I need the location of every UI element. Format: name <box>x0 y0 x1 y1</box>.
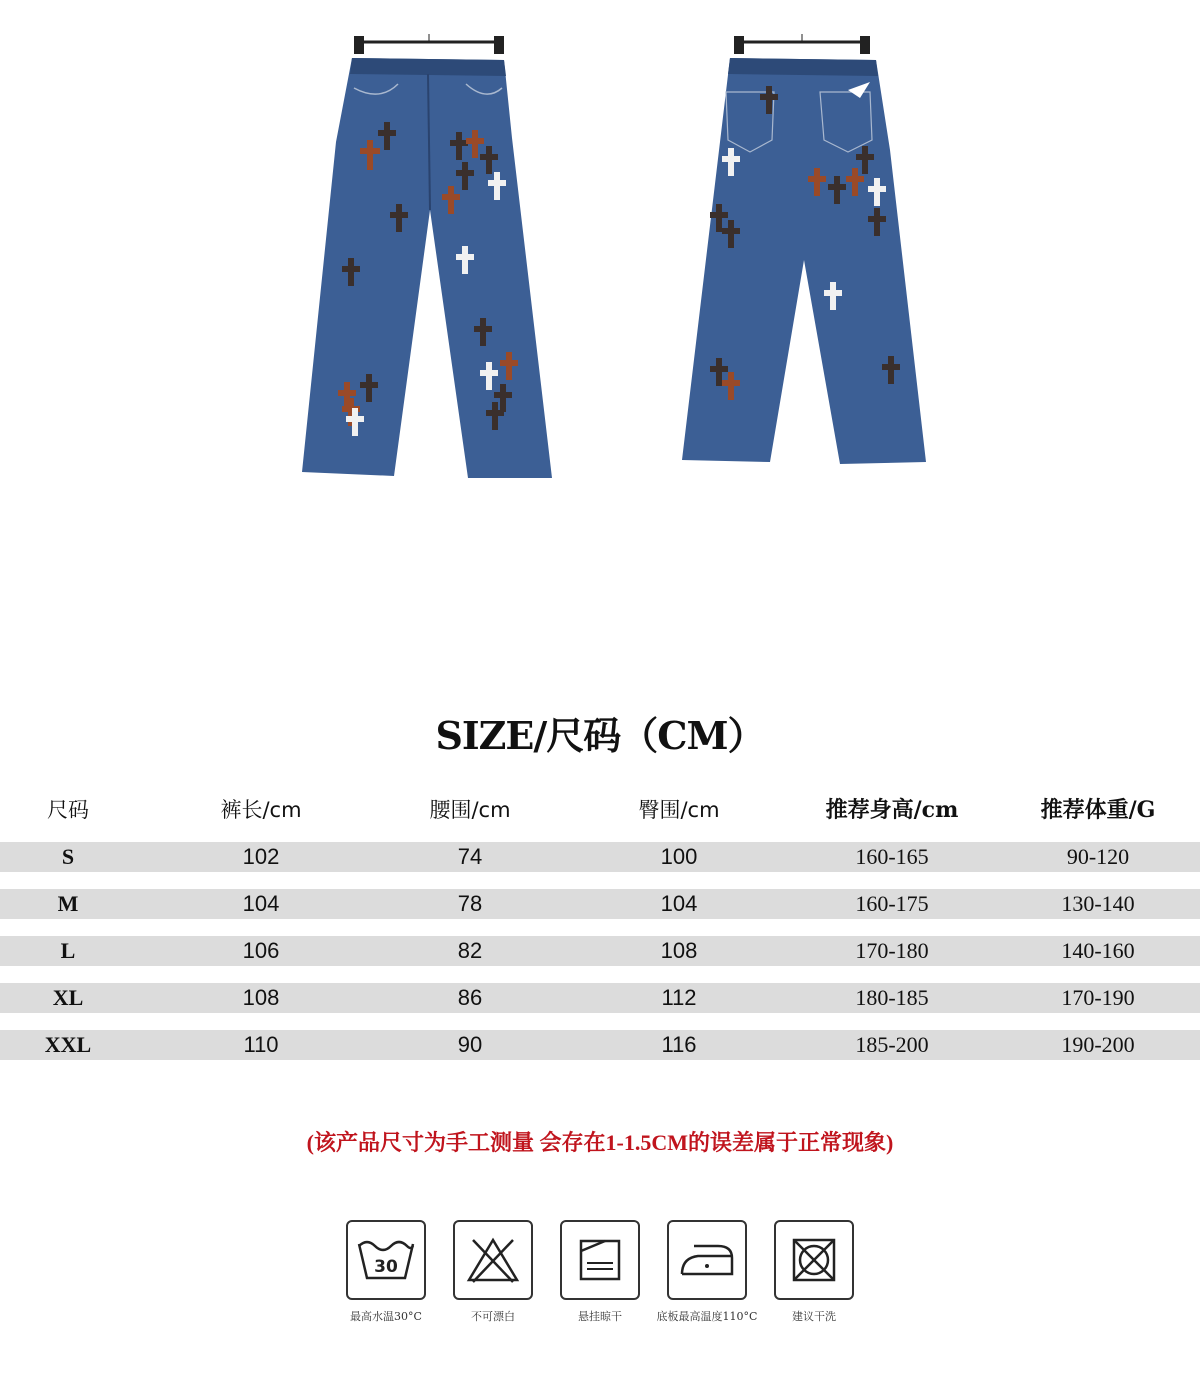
cell-hip: 108 <box>660 938 698 963</box>
table-row <box>0 983 1200 1013</box>
care-item <box>331 1220 441 1324</box>
cell-length: 106 <box>242 938 280 963</box>
cell-waist: 86 <box>457 985 483 1010</box>
care-label: 最高水温30°C <box>350 1310 422 1323</box>
header-size: 尺码 <box>47 798 89 822</box>
care-label: 建议干洗 <box>792 1310 836 1323</box>
cell-size: XXL <box>44 1032 92 1057</box>
cell-size: M <box>57 891 79 916</box>
size-title: SIZE/尺码（CM） <box>435 713 765 758</box>
cell-hip: 116 <box>661 1032 697 1057</box>
table-row <box>0 1030 1200 1060</box>
cell-length: 110 <box>243 1032 279 1057</box>
cell-height: 160-175 <box>855 891 929 916</box>
cell-waist: 74 <box>457 844 483 869</box>
header-waist: 腰围/cm <box>429 798 511 822</box>
cell-weight: 90-120 <box>1066 844 1130 869</box>
header-length: 裤长/cm <box>220 798 302 822</box>
table-row <box>0 936 1200 966</box>
hang-dry-icon <box>560 1220 640 1300</box>
measurement-note: (该产品尺寸为手工测量 会存在1-1.5CM的误差属于正常现象) <box>306 1130 894 1155</box>
size-table <box>0 795 1200 1077</box>
cell-weight: 130-140 <box>1061 891 1135 916</box>
cell-waist: 82 <box>457 938 483 963</box>
cell-weight: 190-200 <box>1061 1032 1135 1057</box>
cell-size: XL <box>52 985 84 1010</box>
care-item <box>652 1220 762 1324</box>
cell-waist: 78 <box>457 891 483 916</box>
cell-hip: 104 <box>660 891 698 916</box>
iron-icon <box>667 1220 747 1300</box>
header-weight: 推荐体重/G <box>1040 797 1156 823</box>
cell-waist: 90 <box>457 1032 483 1057</box>
jeans-front-image <box>290 30 570 490</box>
table-row <box>0 842 1200 872</box>
table-header-row <box>0 795 1200 825</box>
care-label: 悬挂晾干 <box>578 1310 622 1323</box>
care-item <box>759 1220 869 1324</box>
care-instructions <box>0 1220 1200 1340</box>
care-label: 不可漂白 <box>471 1310 515 1323</box>
cell-height: 170-180 <box>855 938 929 963</box>
cell-height: 160-165 <box>855 844 929 869</box>
cell-weight: 170-190 <box>1061 985 1135 1010</box>
cell-size: L <box>60 938 76 963</box>
cell-length: 104 <box>242 891 280 916</box>
table-row <box>0 889 1200 919</box>
jeans-back-image <box>670 30 950 490</box>
care-item <box>438 1220 548 1324</box>
header-hip: 臀围/cm <box>638 798 720 822</box>
cell-weight: 140-160 <box>1061 938 1135 963</box>
cell-hip: 100 <box>660 844 698 869</box>
cell-height: 180-185 <box>855 985 929 1010</box>
wash-temp-text: 30 <box>374 1257 398 1277</box>
cell-length: 108 <box>242 985 280 1010</box>
cell-length: 102 <box>242 844 280 869</box>
no-tumble-dry-icon <box>774 1220 854 1300</box>
care-item <box>545 1220 655 1324</box>
cell-size: S <box>61 844 75 869</box>
cell-hip: 112 <box>661 985 697 1010</box>
cell-height: 185-200 <box>855 1032 929 1057</box>
wash-30-icon <box>346 1220 426 1300</box>
product-images <box>0 0 1200 560</box>
care-label: 底板最高温度110°C <box>656 1310 758 1323</box>
header-height: 推荐身高/cm <box>825 797 959 823</box>
no-bleach-icon <box>453 1220 533 1300</box>
